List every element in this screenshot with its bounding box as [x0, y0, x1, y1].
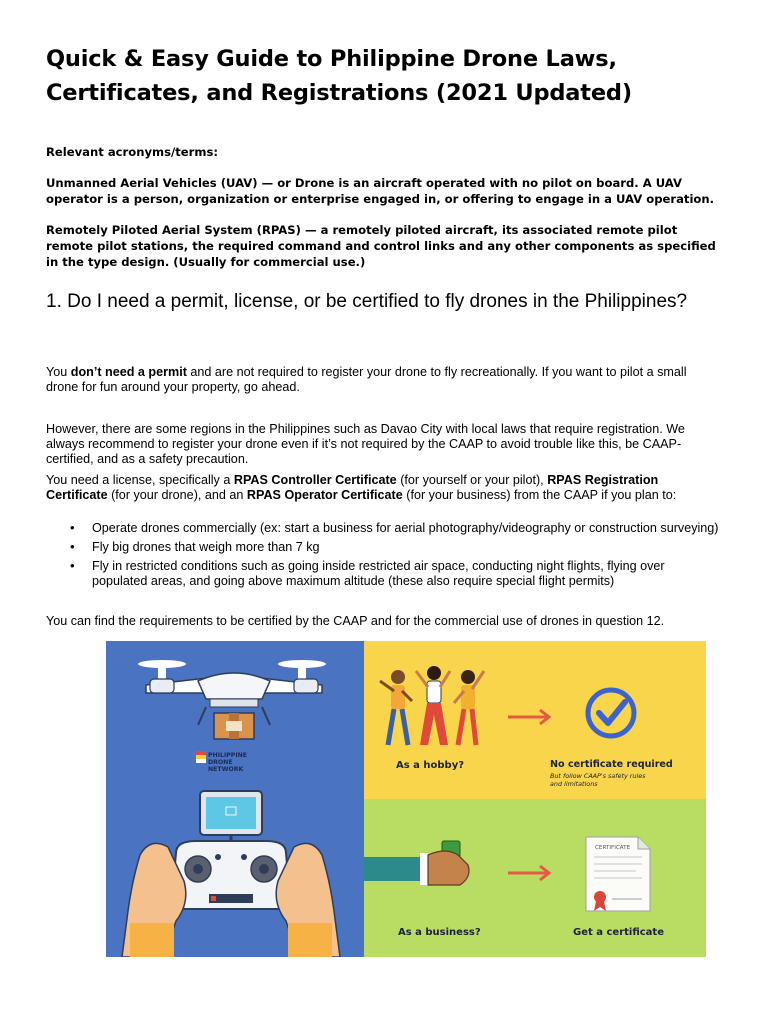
p3-text-3: (for your drone), and an — [107, 488, 247, 502]
p3-bold-controller: RPAS Controller Certificate — [233, 473, 397, 487]
p3-text-1: You need a license, specifically a — [46, 473, 234, 487]
uav-definition-text: — or Drone is an aircraft operated with no pilot on board. A UAV operator is a person, organization or enterprise engaged in, or offering to engage in a UAV operation. — [46, 176, 715, 206]
no-certificate-subtitle-2: and limitations — [550, 780, 598, 788]
list-item — [70, 540, 720, 555]
certificate-word: CERTIFICATE — [595, 845, 631, 851]
yellow-panel — [364, 641, 706, 799]
paragraph-license — [46, 473, 716, 503]
paragraph-question-12: You can find the requirements to be certified by the CAAP and for the commercial use of drones in question 12. — [46, 614, 665, 628]
uav-term: Unmanned Aerial Vehicles (UAV) — [46, 176, 258, 190]
p3-bold-registration: RPAS Registration Certificate — [46, 473, 659, 502]
list-item-text: Fly big drones that weigh more than 7 kg — [92, 540, 320, 554]
question-1-heading: 1. Do I need a permit, license, or be certified to fly drones in the Philippines? — [46, 291, 688, 312]
paragraph-no-permit — [46, 365, 716, 395]
bullet-icon: • — [70, 539, 75, 554]
paragraph-davao: However, there are some regions in the Philippines such as Davao City with local laws that require registration. We always recommend to register your drone even if it’s not required by the CAAP to avoid trouble like this, be CAAP-certified, and as a safety precaution. — [46, 422, 685, 466]
rpas-term: Remotely Piloted Aerial System (RPAS) — [46, 223, 301, 237]
p1-bold: don’t need a permit — [70, 365, 187, 379]
rpas-definition — [46, 222, 726, 270]
list-item-text: Fly in restricted conditions such as going inside restricted air space, conducting night flights, flying over populated areas, and going above maximum altitude (these also require special flight permits) — [92, 559, 665, 588]
p3-text-4: (for your business) from the CAAP if you plan to: — [402, 488, 677, 502]
list-item — [70, 521, 720, 536]
uav-definition — [46, 175, 726, 207]
bullet-icon: • — [70, 520, 75, 535]
list-item-text: Operate drones commercially (ex: start a business for aerial photography/videography or construction surveying) — [92, 521, 719, 535]
p1-text-b: and are not required to register your drone to fly recreationally. If you want to pilot a small drone for fun around your property, go ahead. — [46, 365, 687, 394]
logo-text-1: PHILIPPINE — [208, 752, 248, 759]
drone-infographic — [106, 641, 706, 957]
hobby-label: As a hobby? — [396, 760, 465, 771]
requirements-list — [70, 521, 720, 593]
p3-text-2: (for yourself or your pilot), — [396, 473, 548, 487]
p1-text-a: You — [46, 365, 71, 379]
logo-text-2: DRONE — [208, 759, 233, 766]
get-certificate-label: Get a certificate — [573, 927, 664, 938]
no-certificate-subtitle-1: But follow CAAP's safety rules — [550, 772, 646, 780]
no-certificate-title: No certificate required — [550, 759, 673, 770]
p3-bold-operator: RPAS Operator Certificate — [246, 488, 403, 502]
business-label: As a business? — [398, 927, 481, 938]
rpas-definition-text: — a remotely piloted aircraft, its associated remote pilot remote pilot stations, the required command and control links and any other components as specified in the type design. (Usually for commercial use.) — [46, 223, 716, 269]
list-item — [70, 559, 720, 589]
bullet-icon: • — [70, 558, 75, 573]
logo-text-3: NETWORK — [208, 766, 244, 773]
acronyms-heading: Relevant acronyms/terms: — [46, 145, 218, 159]
page-title: Quick & Easy Guide to Philippine Drone Laws, Certificates, and Registrations (2021 Updated) — [46, 46, 632, 106]
certificate-document-icon — [586, 837, 650, 911]
